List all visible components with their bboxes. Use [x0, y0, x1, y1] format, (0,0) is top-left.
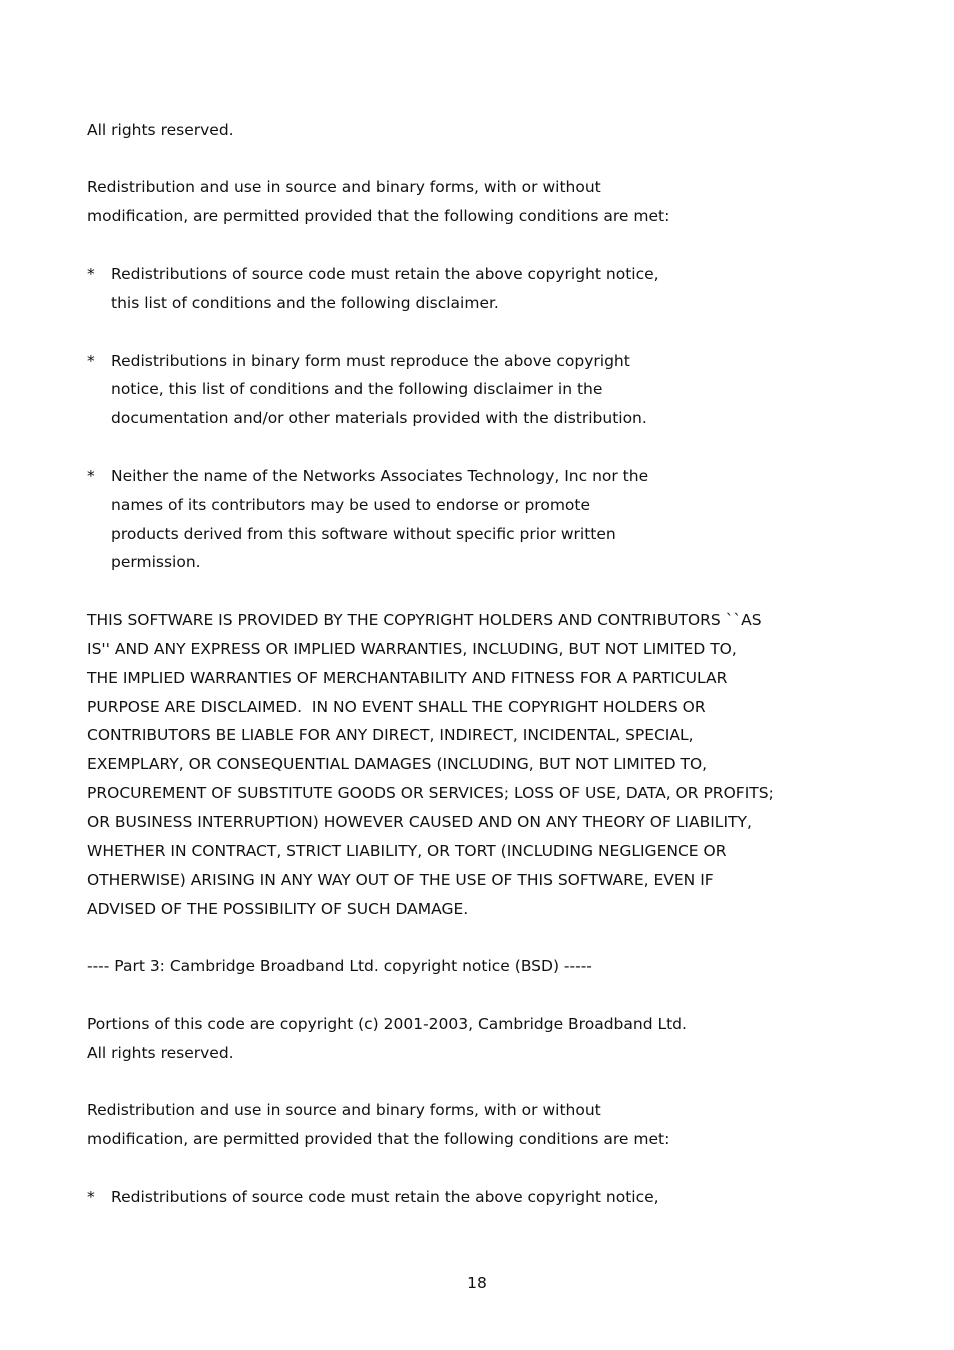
bullet-marker: * — [87, 352, 95, 370]
text-line: ADVISED OF THE POSSIBILITY OF SUCH DAMAGE. — [87, 900, 469, 918]
bullet-marker: * — [87, 265, 95, 283]
text-line: Redistributions of source code must retain the above copyright notice, — [111, 1188, 659, 1206]
text-line: WHETHER IN CONTRACT, STRICT LIABILITY, OR TORT (INCLUDING NEGLIGENCE OR — [87, 842, 727, 860]
bullet-marker: * — [87, 467, 95, 485]
text-line: All rights reserved. — [87, 1044, 234, 1062]
text-line: Redistributions in binary form must reproduce the above copyright — [111, 352, 630, 370]
text-line: EXEMPLARY, OR CONSEQUENTIAL DAMAGES (INCLUDING, BUT NOT LIMITED TO, — [87, 755, 708, 773]
text-line: All rights reserved. — [87, 121, 234, 139]
text-line: products derived from this software without specific prior written — [111, 525, 616, 543]
page-number: 18 — [467, 1274, 487, 1292]
text-line: Redistribution and use in source and binary forms, with or without — [87, 178, 601, 196]
text-line: Redistributions of source code must retain the above copyright notice, — [111, 265, 659, 283]
bullet-marker: * — [87, 1188, 95, 1206]
text-line: names of its contributors may be used to endorse or promote — [111, 496, 591, 514]
text-line: THIS SOFTWARE IS PROVIDED BY THE COPYRIGHT HOLDERS AND CONTRIBUTORS ``AS — [87, 611, 762, 629]
text-line: modification, are permitted provided that the following conditions are met: — [87, 207, 670, 225]
text-line: Redistribution and use in source and binary forms, with or without — [87, 1101, 601, 1119]
text-line: OTHERWISE) ARISING IN ANY WAY OUT OF THE USE OF THIS SOFTWARE, EVEN IF — [87, 871, 714, 889]
text-line: modification, are permitted provided that the following conditions are met: — [87, 1130, 670, 1148]
text-line: Portions of this code are copyright (c) 2001-2003, Cambridge Broadband Ltd. — [87, 1015, 687, 1033]
text-line: OR BUSINESS INTERRUPTION) HOWEVER CAUSED AND ON ANY THEORY OF LIABILITY, — [87, 813, 752, 831]
text-line: CONTRIBUTORS BE LIABLE FOR ANY DIRECT, INDIRECT, INCIDENTAL, SPECIAL, — [87, 726, 694, 744]
text-line: documentation and/or other materials provided with the distribution. — [111, 409, 647, 427]
text-line: Neither the name of the Networks Associates Technology, Inc nor the — [111, 467, 649, 485]
text-line: permission. — [111, 553, 201, 571]
text-line: THE IMPLIED WARRANTIES OF MERCHANTABILITY AND FITNESS FOR A PARTICULAR — [87, 669, 728, 687]
text-line: PROCUREMENT OF SUBSTITUTE GOODS OR SERVICES; LOSS OF USE, DATA, OR PROFITS; — [87, 784, 774, 802]
text-line: notice, this list of conditions and the following disclaimer in the — [111, 380, 603, 398]
text-line: PURPOSE ARE DISCLAIMED. IN NO EVENT SHALL THE COPYRIGHT HOLDERS OR — [87, 698, 706, 716]
section-heading: ---- Part 3: Cambridge Broadband Ltd. copyright notice (BSD) ----- — [87, 957, 592, 975]
text-line: this list of conditions and the following disclaimer. — [111, 294, 499, 312]
text-line: IS'' AND ANY EXPRESS OR IMPLIED WARRANTIES, INCLUDING, BUT NOT LIMITED TO, — [87, 640, 737, 658]
